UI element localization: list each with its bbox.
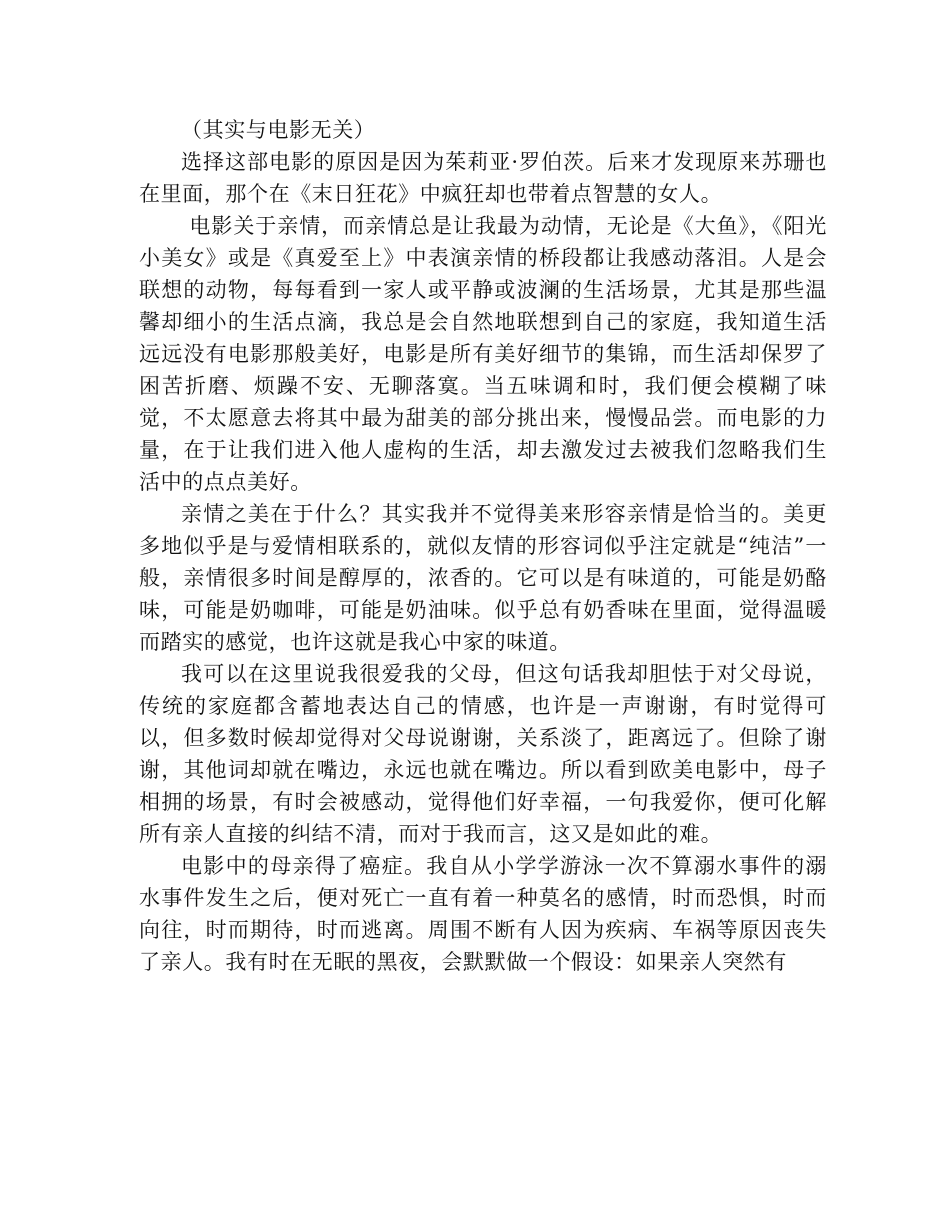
paragraph-3: 亲情之美在于什么？其实我并不觉得美来形容亲情是恰当的。美更多地似乎是与爱情相联系的，就似友情的形容词似乎注定就是“纯洁”一般，亲情很多时间是醇厚的，浓香的。它可以是有味道的，可能是奶酪味，可能是奶咖啡，可能是奶油味。似乎总有奶香味在里面，觉得温暖而踏实的感觉，也许这就是我心中家的味道。 (139, 502, 827, 654)
paragraph-5: 电影中的母亲得了癌症。我自从小学学游泳一次不算溺水事件的溺水事件发生之后，便对死亡一直有着一种莫名的感情，时而恐惧，时而向往，时而期待，时而逃离。周围不断有人因为疾病、车祸等原因丧失了亲人。我有时在无眠的黑夜，会默默做一个假设：如果亲人突然有 (139, 854, 827, 974)
paragraph-2: 电影关于亲情，而亲情总是让我最为动情，无论是《大鱼》，《阳光小美女》或是《真爱至上》中表演亲情的桥段都让我感动落泪。人是会联想的动物，每每看到一家人或平静或波澜的生活场景，尤其是那些温馨却细小的生活点滴，我总是会自然地联想到自己的家庭，我知道生活远远没有电影那般美好，电影是所有美好细节的集锦，而生活却保罗了困苦折磨、烦躁不安、无聊落寞。当五味调和时，我们便会模糊了味觉，不太愿意去将其中最为甜美的部分挑出来，慢慢品尝。而电影的力量，在于让我们进入他人虚构的生活，却去激发过去被我们忽略我们生活中的点点美好。 (139, 214, 827, 494)
article-body (139, 114, 827, 978)
paragraph-1: 选择这部电影的原因是因为茱莉亚·罗伯茨。后来才发现原来苏珊也在里面，那个在《末日狂花》中疯狂却也带着点智慧的女人。 (139, 150, 827, 206)
paragraph-4: 我可以在这里说我很爱我的父母，但这句话我却胆怯于对父母说，传统的家庭都含蓄地表达自己的情感，也许是一声谢谢，有时觉得可以，但多数时候却觉得对父母说谢谢，关系淡了，距离远了。但除了谢谢，其他词却就在嘴边，永远也就在嘴边。所以看到欧美电影中，母子相拥的场景，有时会被感动，觉得他们好幸福，一句我爱你，便可化解所有亲人直接的纠结不清，而对于我而言，这又是如此的难。 (139, 662, 827, 846)
paragraph-subtitle: （其实与电影无关） (181, 118, 376, 142)
